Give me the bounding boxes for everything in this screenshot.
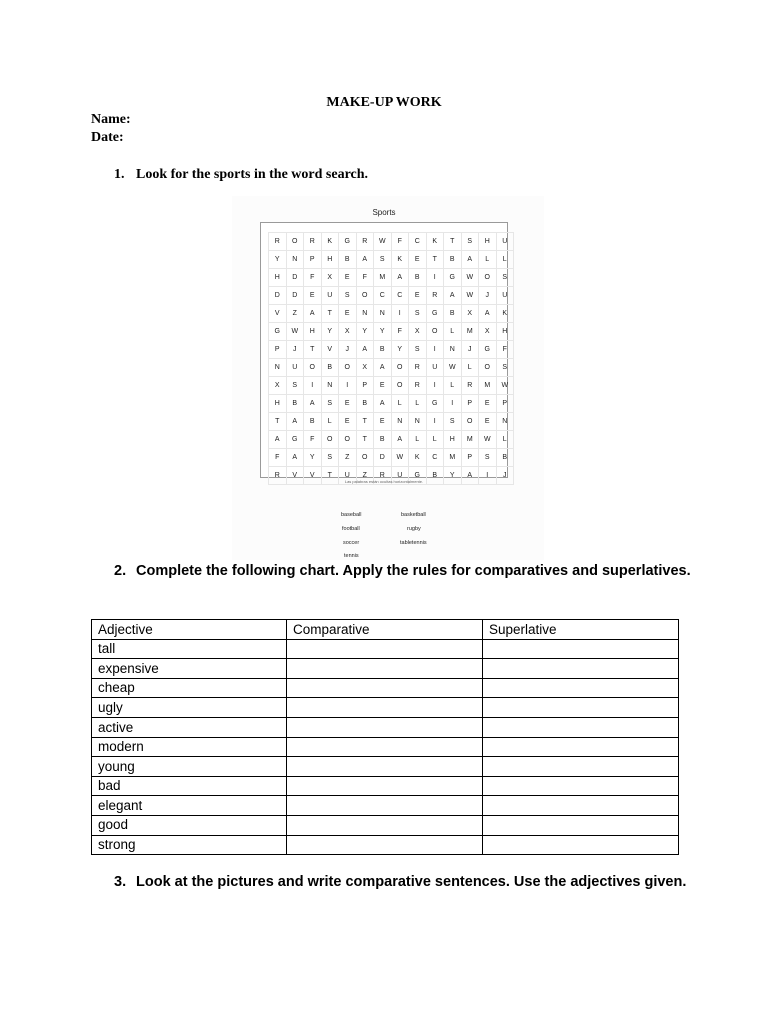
word-search-cell: R: [269, 467, 287, 485]
word-search-cell: F: [391, 323, 409, 341]
word-search-cell: U: [496, 287, 514, 305]
superlative-answer-cell[interactable]: [483, 639, 679, 659]
word-search-cell: L: [479, 251, 497, 269]
word-search-cell: W: [286, 323, 304, 341]
word-search-cell: L: [426, 431, 444, 449]
word-search-cell: E: [339, 305, 357, 323]
word-search-cell: E: [479, 413, 497, 431]
word-search-cell: O: [479, 359, 497, 377]
word-search-cell: X: [409, 323, 427, 341]
word-search-cell: Y: [444, 467, 462, 485]
word-search-row: [269, 413, 514, 431]
table-row: [92, 698, 679, 718]
word-search-row: [269, 323, 514, 341]
word-search-cell: M: [479, 377, 497, 395]
word-search-cell: W: [496, 377, 514, 395]
word-search-cell: W: [461, 269, 479, 287]
word-search-cell: E: [479, 395, 497, 413]
word-search-cell: A: [356, 251, 374, 269]
word-search-cell: H: [444, 431, 462, 449]
word-list-item: basketball: [401, 512, 426, 518]
word-search-cell: B: [444, 251, 462, 269]
word-search-cell: P: [269, 341, 287, 359]
word-search-cell: L: [409, 395, 427, 413]
word-search-cell: T: [444, 233, 462, 251]
word-search-cell: S: [286, 377, 304, 395]
comparative-answer-cell[interactable]: [287, 659, 483, 679]
word-search-row: [269, 377, 514, 395]
word-search-cell: E: [374, 377, 392, 395]
word-search-cell: I: [391, 305, 409, 323]
word-search-cell: T: [356, 413, 374, 431]
word-search-cell: O: [391, 359, 409, 377]
word-search-cell: O: [321, 431, 339, 449]
comparative-answer-cell[interactable]: [287, 776, 483, 796]
word-search-cell: B: [374, 341, 392, 359]
word-search-cell: Z: [356, 467, 374, 485]
word-search-cell: J: [496, 467, 514, 485]
word-search-cell: B: [444, 305, 462, 323]
comparative-answer-cell[interactable]: [287, 835, 483, 855]
word-search-cell: A: [304, 305, 322, 323]
header-comparative: Comparative: [287, 620, 483, 640]
word-search-cell: K: [409, 449, 427, 467]
word-list-item: tabletennis: [400, 540, 427, 546]
word-search-cell: N: [286, 251, 304, 269]
word-search-cell: F: [356, 269, 374, 287]
word-search-cell: X: [269, 377, 287, 395]
adjective-cell: bad: [92, 776, 287, 796]
word-search-cell: A: [356, 341, 374, 359]
chart-header-row: [92, 620, 679, 640]
word-search-cell: R: [461, 377, 479, 395]
word-search-cell: D: [374, 449, 392, 467]
word-search-cell: L: [321, 413, 339, 431]
adjective-cell: strong: [92, 835, 287, 855]
word-search-cell: U: [339, 467, 357, 485]
comparatives-chart: [91, 619, 679, 855]
word-search-cell: A: [461, 467, 479, 485]
adjective-cell: cheap: [92, 678, 287, 698]
word-search-cell: Z: [286, 305, 304, 323]
word-search-cell: G: [479, 341, 497, 359]
word-search-cell: V: [304, 467, 322, 485]
word-search-cell: G: [269, 323, 287, 341]
question-2: [114, 563, 691, 579]
question-text: Complete the following chart. Apply the rules for comparatives and superlatives.: [136, 563, 691, 579]
comparative-answer-cell[interactable]: [287, 639, 483, 659]
word-search-cell: S: [321, 395, 339, 413]
word-search-cell: E: [409, 287, 427, 305]
superlative-answer-cell[interactable]: [483, 835, 679, 855]
word-search-cell: O: [304, 359, 322, 377]
table-row: [92, 835, 679, 855]
word-search-cell: F: [269, 449, 287, 467]
word-search-cell: S: [479, 449, 497, 467]
word-search-cell: N: [321, 377, 339, 395]
word-list-item: soccer: [343, 540, 360, 546]
word-search-cell: U: [321, 287, 339, 305]
word-search-cell: R: [426, 287, 444, 305]
word-search-cell: J: [479, 287, 497, 305]
word-list-item: football: [342, 526, 360, 532]
word-search-cell: R: [269, 233, 287, 251]
word-search-cell: D: [269, 287, 287, 305]
word-search-cell: E: [339, 269, 357, 287]
word-search-cell: R: [409, 359, 427, 377]
word-search-cell: O: [339, 431, 357, 449]
table-row: [92, 796, 679, 816]
superlative-answer-cell[interactable]: [483, 659, 679, 679]
word-search-row: [269, 233, 514, 251]
word-search-cell: X: [339, 323, 357, 341]
word-search-cell: H: [479, 233, 497, 251]
word-search-cell: N: [374, 305, 392, 323]
word-search-cell: I: [426, 377, 444, 395]
comparative-answer-cell[interactable]: [287, 717, 483, 737]
word-search-cell: R: [409, 377, 427, 395]
word-search-cell: G: [444, 269, 462, 287]
word-search-cell: O: [356, 449, 374, 467]
table-row: [92, 776, 679, 796]
table-row: [92, 717, 679, 737]
word-search-cell: K: [321, 233, 339, 251]
superlative-answer-cell[interactable]: [483, 737, 679, 757]
adjective-cell: expensive: [92, 659, 287, 679]
word-search-cell: O: [461, 413, 479, 431]
word-search-cell: Y: [356, 323, 374, 341]
word-search-cell: B: [374, 431, 392, 449]
word-search-cell: L: [461, 359, 479, 377]
word-list-item: tennis: [344, 553, 359, 559]
comparative-answer-cell[interactable]: [287, 757, 483, 777]
table-row: [92, 757, 679, 777]
word-search-cell: V: [269, 305, 287, 323]
adjective-cell: ugly: [92, 698, 287, 718]
word-search-cell: L: [409, 431, 427, 449]
word-search-cell: J: [339, 341, 357, 359]
word-search-cell: G: [339, 233, 357, 251]
word-search-cell: I: [426, 413, 444, 431]
word-search-cell: N: [444, 341, 462, 359]
name-label: Name:: [91, 112, 131, 127]
word-search-cell: O: [426, 323, 444, 341]
question-number: 3.: [114, 874, 127, 890]
word-search-cell: S: [496, 269, 514, 287]
word-search-cell: C: [409, 233, 427, 251]
question-3: [114, 874, 686, 890]
word-search-cell: B: [339, 251, 357, 269]
word-search-cell: M: [461, 323, 479, 341]
word-search-cell: S: [339, 287, 357, 305]
word-search-cell: L: [496, 251, 514, 269]
table-row: [92, 737, 679, 757]
word-search-cell: C: [426, 449, 444, 467]
word-search-cell: T: [269, 413, 287, 431]
word-search-cell: B: [286, 395, 304, 413]
word-search-cell: T: [321, 305, 339, 323]
word-search-cell: H: [304, 323, 322, 341]
word-search-cell: X: [356, 359, 374, 377]
word-search-cell: H: [269, 395, 287, 413]
table-row: [92, 678, 679, 698]
header-superlative: Superlative: [483, 620, 679, 640]
word-search-title: Sports: [372, 208, 396, 217]
word-search-cell: E: [374, 413, 392, 431]
word-search-cell: J: [461, 341, 479, 359]
word-search-row: [269, 305, 514, 323]
word-search-cell: X: [461, 305, 479, 323]
word-list-item: rugby: [407, 526, 421, 532]
question-1: [114, 167, 368, 183]
superlative-answer-cell[interactable]: [483, 796, 679, 816]
word-search-cell: O: [286, 233, 304, 251]
word-search-cell: P: [496, 395, 514, 413]
word-search-cell: A: [374, 395, 392, 413]
word-search-cell: S: [409, 305, 427, 323]
word-search-cell: F: [304, 431, 322, 449]
word-search-cell: A: [269, 431, 287, 449]
question-number: 1.: [114, 167, 125, 182]
word-search-cell: C: [391, 287, 409, 305]
word-search-cell: I: [444, 395, 462, 413]
word-search-cell: F: [304, 269, 322, 287]
header-adjective: Adjective: [92, 620, 287, 640]
word-search-cell: S: [461, 233, 479, 251]
word-search-cell: X: [479, 323, 497, 341]
word-search-cell: S: [444, 413, 462, 431]
word-search-cell: C: [374, 287, 392, 305]
word-search-row: [269, 287, 514, 305]
adjective-cell: elegant: [92, 796, 287, 816]
word-search-cell: G: [409, 467, 427, 485]
word-search-cell: W: [461, 287, 479, 305]
word-search-cell: H: [496, 323, 514, 341]
word-search-cell: S: [321, 449, 339, 467]
word-search-cell: O: [356, 287, 374, 305]
word-search-cell: A: [444, 287, 462, 305]
word-search-cell: L: [391, 395, 409, 413]
superlative-answer-cell[interactable]: [483, 757, 679, 777]
word-search-cell: A: [479, 305, 497, 323]
word-search-cell: A: [461, 251, 479, 269]
comparative-answer-cell[interactable]: [287, 796, 483, 816]
comparative-answer-cell[interactable]: [287, 737, 483, 757]
adjective-cell: young: [92, 757, 287, 777]
word-search-cell: K: [426, 233, 444, 251]
word-search-cell: S: [374, 251, 392, 269]
question-text: Look at the pictures and write comparative sentences. Use the adjectives given.: [136, 874, 687, 890]
word-search-cell: U: [426, 359, 444, 377]
word-search-cell: S: [496, 359, 514, 377]
word-search-cell: V: [321, 341, 339, 359]
word-search-note: Las palabras están ocultas horizontalmente.: [344, 479, 424, 484]
word-list-item: baseball: [341, 512, 362, 518]
question-number: 2.: [114, 563, 127, 579]
word-search-cell: R: [374, 467, 392, 485]
word-search-cell: Y: [374, 323, 392, 341]
superlative-answer-cell[interactable]: [483, 678, 679, 698]
word-search-cell: A: [286, 449, 304, 467]
word-search-cell: P: [356, 377, 374, 395]
adjective-cell: tall: [92, 639, 287, 659]
word-search-cell: F: [391, 233, 409, 251]
word-search-cell: V: [286, 467, 304, 485]
word-search-cell: N: [269, 359, 287, 377]
word-search-cell: M: [444, 449, 462, 467]
word-search-cell: L: [444, 323, 462, 341]
word-search-cell: Y: [391, 341, 409, 359]
word-search-cell: U: [286, 359, 304, 377]
superlative-answer-cell[interactable]: [483, 698, 679, 718]
word-search-cell: W: [374, 233, 392, 251]
word-search-cell: Z: [339, 449, 357, 467]
word-search-cell: K: [391, 251, 409, 269]
word-search-cell: M: [374, 269, 392, 287]
page-title: MAKE-UP WORK: [326, 95, 442, 110]
word-search-cell: T: [304, 341, 322, 359]
word-search-cell: O: [339, 359, 357, 377]
word-search-cell: I: [339, 377, 357, 395]
word-search-cell: G: [286, 431, 304, 449]
word-search-cell: N: [496, 413, 514, 431]
word-search-cell: R: [356, 233, 374, 251]
word-search-row: [269, 269, 514, 287]
word-search-cell: Y: [269, 251, 287, 269]
word-search-cell: W: [479, 431, 497, 449]
word-search-cell: A: [304, 395, 322, 413]
word-search-cell: H: [321, 251, 339, 269]
word-search-cell: N: [391, 413, 409, 431]
word-search-cell: S: [409, 341, 427, 359]
word-search-cell: E: [304, 287, 322, 305]
word-search-cell: B: [321, 359, 339, 377]
word-search-cell: I: [426, 341, 444, 359]
word-search-cell: I: [304, 377, 322, 395]
word-search-cell: B: [356, 395, 374, 413]
word-search-cell: N: [409, 413, 427, 431]
word-search-cell: F: [496, 341, 514, 359]
word-search-cell: P: [304, 251, 322, 269]
word-search-cell: B: [409, 269, 427, 287]
word-search-cell: Y: [321, 323, 339, 341]
word-search-cell: E: [339, 395, 357, 413]
adjective-cell: active: [92, 717, 287, 737]
word-search-cell: A: [391, 431, 409, 449]
word-search-cell: T: [321, 467, 339, 485]
word-search-cell: A: [286, 413, 304, 431]
comparative-answer-cell[interactable]: [287, 815, 483, 835]
word-search-cell: L: [496, 431, 514, 449]
word-search-cell: H: [269, 269, 287, 287]
word-search-cell: G: [426, 305, 444, 323]
word-search-cell: W: [444, 359, 462, 377]
word-search-cell: T: [356, 431, 374, 449]
question-text: Look for the sports in the word search.: [136, 167, 369, 182]
word-search-cell: E: [409, 251, 427, 269]
adjective-cell: good: [92, 815, 287, 835]
word-search-grid: [268, 232, 514, 485]
word-search-cell: J: [286, 341, 304, 359]
word-search-cell: A: [391, 269, 409, 287]
word-search-cell: B: [426, 467, 444, 485]
word-search-cell: M: [461, 431, 479, 449]
word-search-row: [269, 341, 514, 359]
word-search-cell: U: [391, 467, 409, 485]
word-search-cell: D: [286, 287, 304, 305]
word-search-cell: R: [304, 233, 322, 251]
date-label: Date:: [91, 130, 124, 145]
word-search-row: [269, 359, 514, 377]
word-search-cell: I: [479, 467, 497, 485]
word-search-cell: P: [461, 395, 479, 413]
word-search-cell: Y: [304, 449, 322, 467]
word-search-row: [269, 431, 514, 449]
word-search-cell: K: [496, 305, 514, 323]
word-search-cell: O: [479, 269, 497, 287]
word-search-cell: B: [496, 449, 514, 467]
word-search-cell: E: [339, 413, 357, 431]
word-search-cell: W: [391, 449, 409, 467]
comparative-answer-cell[interactable]: [287, 678, 483, 698]
word-search-cell: A: [374, 359, 392, 377]
word-search-row: [269, 395, 514, 413]
superlative-answer-cell[interactable]: [483, 717, 679, 737]
word-search-cell: D: [286, 269, 304, 287]
word-search-cell: L: [444, 377, 462, 395]
table-row: [92, 815, 679, 835]
superlative-answer-cell[interactable]: [483, 776, 679, 796]
word-search-row: [269, 449, 514, 467]
word-search-cell: G: [426, 395, 444, 413]
word-search-cell: T: [426, 251, 444, 269]
adjective-cell: modern: [92, 737, 287, 757]
table-row: [92, 659, 679, 679]
word-search-cell: N: [356, 305, 374, 323]
word-search-cell: P: [461, 449, 479, 467]
word-search-cell: B: [304, 413, 322, 431]
word-search-cell: X: [321, 269, 339, 287]
comparative-answer-cell[interactable]: [287, 698, 483, 718]
word-search-cell: U: [496, 233, 514, 251]
word-search-cell: I: [426, 269, 444, 287]
table-row: [92, 639, 679, 659]
word-search-cell: O: [391, 377, 409, 395]
superlative-answer-cell[interactable]: [483, 815, 679, 835]
word-search-row: [269, 251, 514, 269]
